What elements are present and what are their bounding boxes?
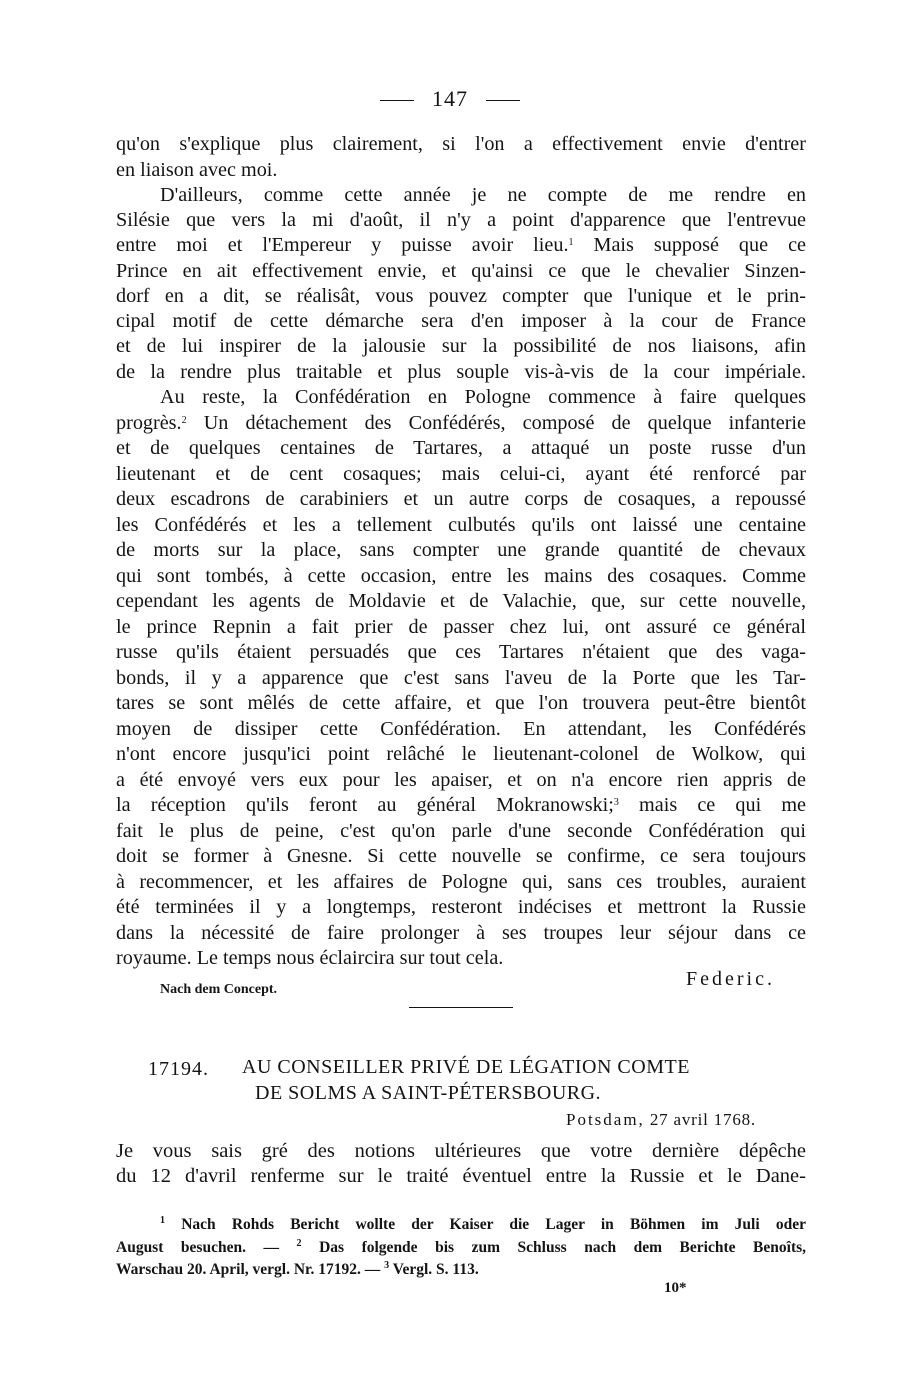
body-line: cependant les agents de Moldavie et de Valachie, que, sur cette nouvelle, [116, 590, 806, 612]
document-text-line: Je vous sais gré des notions ultérieures que votre dernière dépêche [116, 1140, 806, 1162]
body-line: et de lui inspirer de la jalousie sur la possibilité de nos liaisons, afin [116, 335, 806, 357]
body-line: Prince en ait effectivement envie, et qu'ainsi ce que le chevalier Sinzen- [116, 260, 806, 282]
header-rule-left [380, 100, 414, 101]
section-divider [409, 1007, 513, 1008]
body-line: le prince Repnin a fait prier de passer chez lui, ont assuré ce général [116, 616, 806, 638]
printer-signature-mark: 10* [664, 1280, 687, 1296]
body-line: été terminées il y a longtemps, resteront indécises et mettront la Russie [116, 896, 806, 918]
body-line: a été envoyé vers eux pour les apaiser, et on n'a encore rien appris de [116, 769, 806, 791]
footnote-ref: 3 [613, 797, 619, 808]
body-line: en liaison avec moi. [116, 159, 278, 181]
footnote-line [116, 1259, 479, 1281]
footnote-text: Vergl. S. 113. [392, 1261, 479, 1278]
body-line: qu'on s'explique plus clairement, si l'on a effectivement envie d'entrer [116, 133, 806, 155]
body-line [116, 410, 806, 436]
body-line: tares se sont mêlés de cette affaire, et que l'on trouvera peut-être bientôt [116, 692, 806, 714]
source-note: Nach dem Concept. [160, 982, 278, 997]
footnote-text: Warschau 20. April, vergl. Nr. 17192. — [116, 1261, 381, 1278]
signature: Federic. [686, 968, 775, 990]
body-line-text: la réception qu'ils feront au général Mokranowski; [116, 794, 614, 816]
body-line: cipal motif de cette démarche sera d'en imposer à la cour de France [116, 310, 806, 332]
body-line: moyen de dissiper cette Confédération. En attendant, les Confédérés [116, 718, 806, 740]
place: Potsdam, [566, 1110, 645, 1129]
page-number: 147 [432, 86, 468, 111]
body-line [116, 792, 806, 818]
page-header [0, 86, 900, 112]
body-line: fait le plus de peine, c'est qu'on parle d'une seconde Confédération qui [116, 820, 806, 842]
body-line-text: Mais supposé que ce [593, 234, 807, 256]
body-line: les Confédérés et les a tellement culbutés qu'ils ont laissé une centaine [116, 514, 806, 536]
body-line: bonds, il y a apparence que c'est sans l'aveu de la Porte que les Tar- [116, 667, 806, 689]
body-line: de morts sur la place, sans compter une grande quantité de chevaux [116, 539, 806, 561]
header-rule-right [486, 100, 520, 101]
body-line-text: mais ce qui me [639, 794, 807, 816]
place-date [566, 1110, 756, 1130]
body-line: doit se former à Gnesne. Si cette nouvelle se confirme, ce sera toujours [116, 845, 806, 867]
document-text-line: du 12 d'avril renferme sur le traité éventuel entre la Russie et le Dane- [116, 1165, 806, 1187]
body-line: et de quelques centaines de Tartares, a attaqué un poste russe d'un [116, 437, 806, 459]
document-number: 17194. [148, 1058, 209, 1080]
footnote-mark: 3 [384, 1260, 390, 1271]
body-line: deux escadrons de carabiniers et un autre corps de cosaques, a repoussé [116, 488, 806, 510]
body-line: qui sont tombés, à cette occasion, entre les mains des cosaques. Comme [116, 565, 806, 587]
body-line: Au reste, la Confédération en Pologne commence à faire quelques [160, 386, 806, 408]
body-line: dorf en a dit, se réalisât, vous pouvez compter que l'unique et le prin- [116, 285, 806, 307]
body-line: royaume. Le temps nous éclaircira sur tout cela. [116, 947, 504, 969]
document-heading-line-1: AU CONSEILLER PRIVÉ DE LÉGATION COMTE [242, 1056, 690, 1078]
footnote-mark: 1 [160, 1215, 165, 1226]
body-line-text: progrès. [116, 412, 182, 434]
body-line: russe qu'ils étaient persuadés que ces Tartares n'étaient que des vaga- [116, 641, 806, 663]
body-line-text: entre moi et l'Empereur y puisse avoir lieu. [116, 234, 569, 256]
footnote-text: Nach Rohds Bericht wollte der Kaiser die Lager in Böhmen im Juli oder [181, 1216, 806, 1233]
footnote-line [116, 1237, 806, 1259]
body-line: dans la nécessité de faire prolonger à ses troupes leur séjour dans ce [116, 922, 806, 944]
footnote-text: August besuchen. — [116, 1239, 279, 1256]
footnote-ref: 1 [568, 237, 574, 248]
body-line: à recommencer, et les affaires de Pologne qui, sans ces troubles, auraient [116, 871, 806, 893]
footnote-line [116, 1214, 806, 1236]
body-line: D'ailleurs, comme cette année je ne compte de me rendre en [160, 184, 806, 206]
body-line [116, 232, 806, 258]
footnote-ref: 2 [181, 415, 187, 426]
footnote-text: Das folgende bis zum Schluss nach dem Berichte Benoîts, [319, 1239, 807, 1256]
body-line: de la rendre plus traitable et plus souple vis-à-vis de la cour impériale. [116, 361, 806, 383]
date: 27 avril 1768. [649, 1110, 756, 1129]
footnote-mark: 2 [296, 1238, 302, 1249]
body-line-text: Un détachement des Confédérés, composé de quelque infanterie [203, 412, 807, 434]
body-line: Silésie que vers la mi d'août, il n'y a point d'apparence que l'entrevue [116, 209, 806, 231]
body-line: n'ont encore jusqu'ici point relâché le lieutenant-colonel de Wolkow, qui [116, 743, 806, 765]
document-heading-line-2: DE SOLMS A SAINT-PÉTERSBOURG. [255, 1082, 602, 1104]
body-line: lieutenant et de cent cosaques; mais celui-ci, ayant été renforcé par [116, 463, 806, 485]
